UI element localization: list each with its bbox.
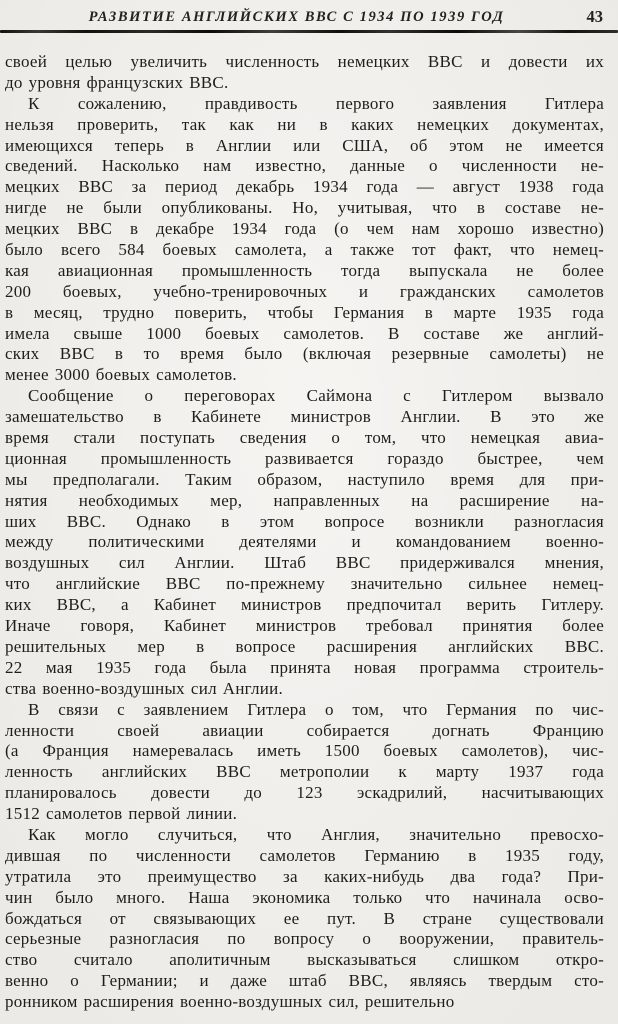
text-line: сведений. Насколько нам известно, данные о численности не- bbox=[5, 156, 604, 176]
text-line: кая авиационная промышленность тогда выпускала не более bbox=[5, 260, 604, 280]
text-line: мецких ВВС в декабре 1934 года (о чем нам хорошо известно) bbox=[5, 219, 604, 239]
text-line: ронником расширения военно-воздушных сил, решительно bbox=[5, 992, 455, 1012]
text-line: в месяц, трудно поверить, чтобы Германия в марте 1935 года bbox=[5, 302, 604, 322]
page-body bbox=[5, 52, 604, 1013]
text-line: Иначе говоря, Кабинет министров требовал принятия более bbox=[5, 616, 604, 636]
text-line: чин было много. Наша экономика только что начинала осво- bbox=[5, 887, 604, 907]
text-line: дившая по численности самолетов Германию в 1935 году, bbox=[5, 845, 604, 865]
text-line: до уровня французских ВВС. bbox=[5, 72, 229, 92]
text-line: нятия необходимых мер, направленных на расширение на- bbox=[5, 490, 604, 510]
text-line: было всего 584 боевых самолета, а также тот факт, что немец- bbox=[5, 240, 604, 260]
text-line: ленности своей авиации собирается догнать Францию bbox=[5, 720, 604, 740]
running-head-title: РАЗВИТИЕ АНГЛИЙСКИХ ВВС С 1934 ПО 1939 ГОД bbox=[88, 9, 505, 25]
text-line: мецких ВВС за период декабрь 1934 года — август 1938 года bbox=[5, 177, 604, 197]
text-line: имела свыше 1000 боевых самолетов. В составе же англий- bbox=[5, 323, 604, 343]
text-line: бождаться от связывающих ее пут. В стране существовали bbox=[5, 908, 604, 928]
text-line: серьезные разногласия по вопросу о вооружении, правитель- bbox=[5, 929, 604, 949]
text-line: ленность английских ВВС метрополии к марту 1937 года bbox=[5, 762, 604, 782]
text-line: 1512 самолетов первой линии. bbox=[5, 804, 238, 824]
text-line: 22 мая 1935 года была принята новая программа строитель- bbox=[5, 657, 604, 677]
text-line: мы предполагали. Таким образом, наступило время для при- bbox=[5, 469, 604, 489]
text-line: В связи с заявлением Гитлера о том, что Германия по чис- bbox=[28, 699, 604, 719]
text-line: имеющихся теперь в Англии или США, об этом не имеется bbox=[5, 135, 604, 155]
text-line: своей целью увеличить численность немецких ВВС и довести их bbox=[5, 52, 604, 71]
text-line: замешательство в Кабинете министров Англии. В это же bbox=[5, 407, 604, 427]
text-line: венно о Германии; и даже штаб ВВС, являясь твердым сто- bbox=[5, 971, 604, 991]
header-rule bbox=[0, 30, 618, 33]
text-line: (а Франция намеревалась иметь 1500 боевых самолетов), чис- bbox=[5, 741, 604, 761]
text-line: между политическими деятелями и командованием военно- bbox=[5, 532, 604, 552]
text-line: время стали поступать сведения о том, что немецкая авиа- bbox=[5, 428, 604, 448]
text-line: нельзя проверить, так как ни в каких немецких документах, bbox=[5, 114, 604, 134]
text-line: ших ВВС. Однако в этом вопросе возникли разногласия bbox=[5, 511, 604, 531]
text-line: К сожалению, правдивость первого заявления Гитлера bbox=[28, 93, 604, 113]
text-line: Сообщение о переговорах Саймона с Гитлером вызвало bbox=[28, 386, 604, 406]
text-line: решительных мер в вопросе расширения английских ВВС. bbox=[5, 636, 604, 656]
text-line: ство считало аполитичным высказываться слишком откро- bbox=[5, 950, 604, 970]
text-line: что английские ВВС по-прежнему значительно сильнее немец- bbox=[5, 574, 604, 594]
text-line: ских ВВС в то время было (включая резервные самолеты) не bbox=[5, 344, 604, 364]
text-line: утратила это преимущество за каких-нибудь два года? При- bbox=[5, 866, 604, 886]
page-number: 43 bbox=[586, 7, 603, 26]
text-line: нигде не были опубликованы. Но, учитывая, что в составе не- bbox=[5, 198, 604, 218]
running-head bbox=[0, 0, 618, 30]
text-line: Как могло случиться, что Англия, значительно превосхо- bbox=[28, 824, 604, 844]
text-line: 200 боевых, учебно-тренировочных и гражданских самолетов bbox=[5, 281, 604, 301]
text-line: ства военно-воздушных сил Англии. bbox=[5, 678, 283, 698]
text-line: менее 3000 боевых самолетов. bbox=[5, 365, 237, 385]
text-line: планировалось довести до 123 эскадрилий, насчитывающих bbox=[5, 783, 604, 803]
text-line: ких ВВС, а Кабинет министров предпочитал верить Гитлеру. bbox=[5, 595, 604, 615]
text-line: ционная промышленность развивается гораздо быстрее, чем bbox=[5, 448, 604, 468]
text-line: воздушных сил Англии. Штаб ВВС придерживался мнения, bbox=[5, 553, 604, 573]
